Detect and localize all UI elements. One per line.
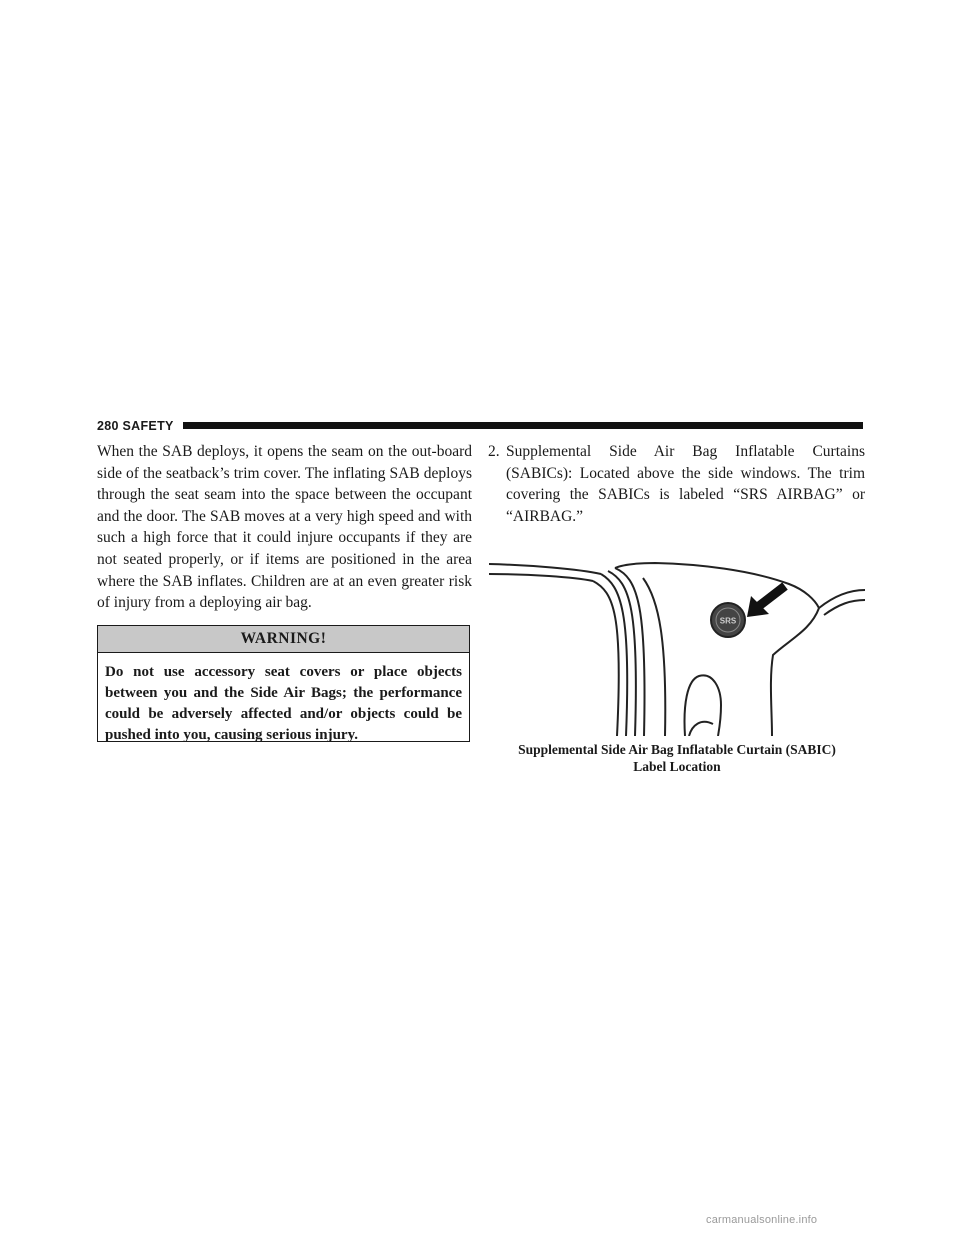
footer-watermark: carmanualsonline.info bbox=[706, 1214, 818, 1226]
page-header bbox=[97, 417, 863, 435]
sab-deploy-paragraph: When the SAB deploys, it opens the seam on the out-board side of the seatback’s trim cover. The inflating SAB deploys through the seat seam into the space between the occupant and the door. The SAB moves at a very high speed and with such a high force that it could injure occupants if they are not seated properly, or if items are positioned in the area where the SAB inflates. Children are at an even greater risk of injury from a deploying air bag. bbox=[97, 443, 472, 612]
sabic-label-figure bbox=[489, 560, 865, 736]
badge-label: SRS bbox=[719, 616, 737, 626]
caption-line-1: Supplemental Side Air Bag Inflatable Curtain (SABIC) bbox=[518, 742, 836, 757]
pointer-arrow-icon bbox=[747, 586, 785, 617]
header-rule bbox=[183, 422, 863, 429]
list-item bbox=[488, 441, 865, 527]
figure-caption bbox=[489, 741, 865, 775]
page-number-section: 280 SAFETY bbox=[97, 419, 174, 433]
list-item-text: Supplemental Side Air Bag Inflatable Curtains (SABICs): Located above the side windows. The trim covering the SABICs is labeled “SRS AIRBAG” or “AIRBAG.” bbox=[506, 443, 865, 525]
list-item-number: 2. bbox=[488, 443, 500, 460]
left-column bbox=[97, 441, 472, 614]
warning-title: WARNING! bbox=[98, 626, 469, 653]
warning-box bbox=[97, 625, 470, 742]
caption-line-2: Label Location bbox=[633, 759, 721, 774]
warning-text: Do not use accessory seat covers or place objects between you and the Side Air Bags; the performance could be adversely affected and/or objects could be pushed into you, causing serious injury. bbox=[105, 664, 462, 743]
right-column bbox=[488, 441, 865, 527]
sabic-illustration bbox=[489, 560, 865, 736]
